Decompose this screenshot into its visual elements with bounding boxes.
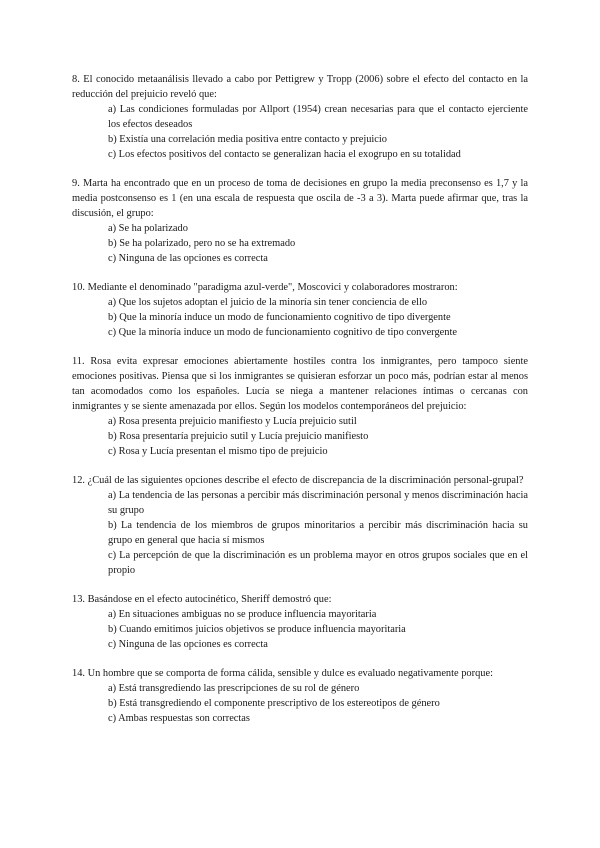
option-a: a) Las condiciones formuladas por Allport (1954) crean necesarias para que el contacto ejerciente los efectos deseados: [108, 104, 528, 130]
question-text: 13. Basándose en el efecto autocinético, Sheriff demostró que:: [72, 594, 332, 605]
option-list: [72, 681, 528, 726]
option-b: b) Que la minoría induce un modo de funcionamiento cognitivo de tipo divergente: [108, 312, 451, 323]
option-c: c) Ambas respuestas son correctas: [108, 713, 250, 724]
option-a: a) Que los sujetos adoptan el juicio de la minoría sin tener conciencia de ello: [108, 297, 428, 308]
option-a: a) Rosa presenta prejuicio manifiesto y Lucía prejuicio sutil: [108, 416, 357, 427]
question-10: [72, 280, 528, 340]
option-b: b) La tendencia de los miembros de grupos minoritarios a percibir más discriminación hacia su grupo en general que hacia sí mismos: [108, 520, 528, 546]
option-b: b) Cuando emitimos juicios objetivos se produce influencia mayoritaria: [108, 624, 406, 635]
option-list: [72, 414, 528, 459]
question-9: [72, 176, 528, 266]
question-text: 12. ¿Cuál de las siguientes opciones describe el efecto de discrepancia de la discriminación personal-grupal?: [72, 475, 524, 486]
question-text: 8. El conocido metaanálisis llevado a cabo por Pettigrew y Tropp (2006) sobre el efecto del contacto en la reducción del prejuicio reveló que:: [72, 74, 528, 100]
option-list: [72, 607, 528, 652]
option-c: c) Que la minoría induce un modo de funcionamiento cognitivo de tipo convergente: [108, 327, 457, 338]
option-c: c) La percepción de que la discriminación es un problema mayor en otros grupos sociales que en el propio: [108, 550, 528, 576]
option-a: a) Está transgrediendo las prescripciones de su rol de género: [108, 683, 360, 694]
question-8: [72, 72, 528, 162]
option-a: a) Se ha polarizado: [108, 223, 188, 234]
question-text: 10. Mediante el denominado "paradigma azul-verde", Moscovici y colaboradores mostraron:: [72, 282, 458, 293]
option-b: b) Se ha polarizado, pero no se ha extremado: [108, 238, 296, 249]
question-text: 11. Rosa evita expresar emociones abiertamente hostiles contra los inmigrantes, pero tampoco siente emociones positivas. Piensa que si los inmigrantes se quisieran esforzar un poco más, podrían estar al menos tan acomodados como los españoles. Lucía se niega a mantener relaciones íntimas o cercanas con inmigrantes y se siente amenazada por ellos. Según los modelos contemporáneos del prejuicio:: [72, 356, 528, 412]
option-b: b) Rosa presentaría prejuicio sutil y Lucía prejuicio manifiesto: [108, 431, 369, 442]
option-c: c) Ninguna de las opciones es correcta: [108, 639, 268, 650]
option-c: c) Rosa y Lucía presentan el mismo tipo de prejuicio: [108, 446, 328, 457]
exam-page: [72, 72, 528, 740]
option-b: b) Está transgrediendo el componente prescriptivo de los estereotipos de género: [108, 698, 440, 709]
question-14: [72, 666, 528, 726]
option-list: [72, 221, 528, 266]
question-11: [72, 354, 528, 459]
question-text: 9. Marta ha encontrado que en un proceso de toma de decisiones en grupo la media preconsenso es 1,7 y la media postconsenso es 1 (en una escala de respuesta que oscila de -3 a 3). Marta puede afirmar que, tras la discusión, el grupo:: [72, 178, 528, 219]
question-12: [72, 473, 528, 578]
question-text: 14. Un hombre que se comporta de forma cálida, sensible y dulce es evaluado negativamente porque:: [72, 668, 493, 679]
option-a: a) En situaciones ambiguas no se produce influencia mayoritaria: [108, 609, 377, 620]
option-b: b) Existía una correlación media positiva entre contacto y prejuicio: [108, 134, 387, 145]
option-list: [72, 102, 528, 162]
question-13: [72, 592, 528, 652]
option-list: [72, 295, 528, 340]
option-c: c) Ninguna de las opciones es correcta: [108, 253, 268, 264]
option-list: [72, 488, 528, 578]
option-a: a) La tendencia de las personas a percibir más discriminación personal y menos discriminación hacia su grupo: [108, 490, 528, 516]
option-c: c) Los efectos positivos del contacto se generalizan hacia el exogrupo en su totalidad: [108, 149, 461, 160]
